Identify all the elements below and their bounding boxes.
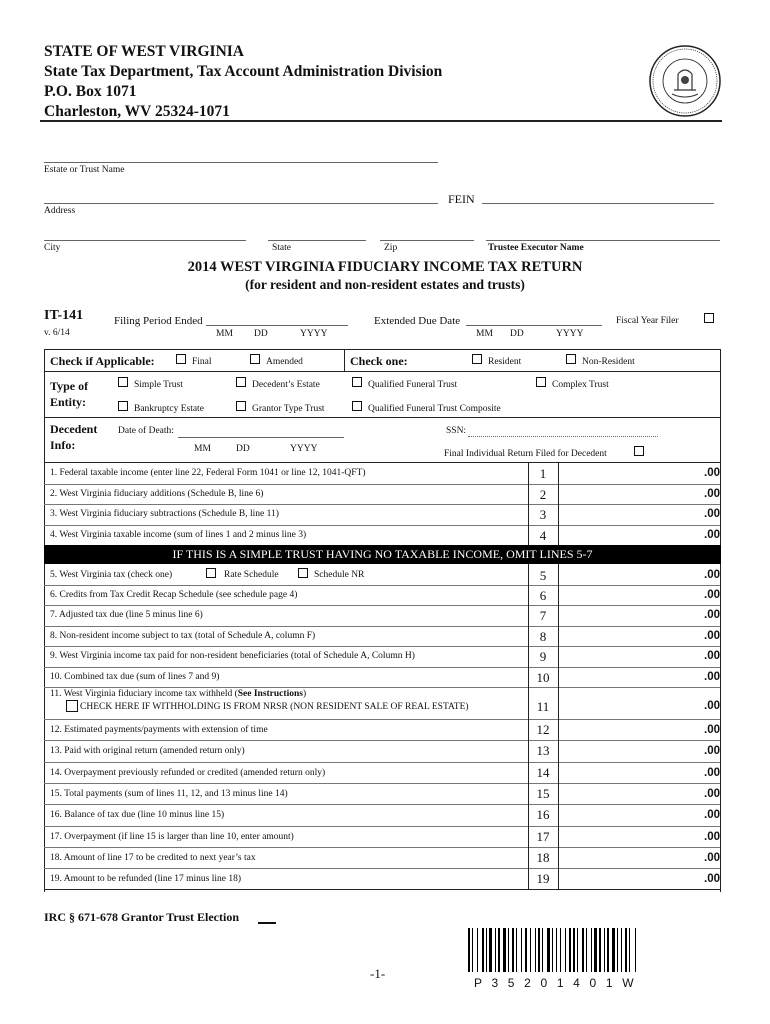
applicable-divider [344, 349, 345, 371]
box-top [44, 349, 720, 350]
line-text: 9. West Virginia income tax paid for non-resident beneficiaries (total of Schedule A, Column H) [50, 651, 415, 661]
row-rule [44, 868, 720, 869]
barcode-bar [489, 928, 492, 972]
rule-decedent [44, 462, 720, 463]
barcode-bar [612, 928, 615, 972]
nonresident-checkbox[interactable] [566, 354, 576, 364]
irc-label: IRC § 671-678 Grantor Trust Election [44, 910, 239, 924]
line-amount[interactable]: .00 [704, 787, 720, 800]
barcode-bar [482, 928, 484, 972]
line-text: 14. Overpayment previously refunded or credited (amended return only) [50, 767, 326, 778]
filing-period-label: Filing Period Ended [114, 315, 203, 327]
row-rule [44, 646, 720, 647]
line-text [50, 689, 306, 699]
barcode-bar [498, 928, 500, 972]
line-text: 1. Federal taxable income (enter line 22, Federal Form 1041 or line 12, 1041-QFT) [50, 468, 366, 478]
line11-end: ) [302, 689, 307, 699]
schedule-nr-checkbox[interactable] [298, 568, 308, 578]
trustee-label: Trustee Executor Name [488, 243, 584, 253]
barcode-bar [503, 928, 506, 972]
barcode-bar [477, 928, 478, 972]
line-amount[interactable]: .00 [704, 650, 720, 662]
line-text: 3. West Virginia fiduciary subtractions (Schedule B, line 11) [50, 509, 279, 519]
amended-label: Amended [266, 357, 303, 367]
filing-dd: DD [254, 329, 268, 339]
row-rule [44, 847, 720, 848]
dod-yyyy: YYYY [290, 444, 318, 454]
irc-field[interactable] [258, 922, 276, 924]
barcode-bar [582, 928, 584, 972]
row-rule [44, 783, 720, 784]
decedent-estate-label: Decedent’s Estate [252, 380, 320, 390]
row-rule [44, 826, 720, 827]
row-rule [44, 605, 720, 606]
fein-field[interactable] [482, 203, 714, 204]
header-rule [40, 120, 722, 122]
line-text: 7. Adjusted tax due (line 5 minus line 6) [50, 610, 203, 620]
line-number: 17 [536, 828, 550, 844]
line-text: 8. Non-resident income subject to tax (total of Schedule A, column F) [50, 630, 316, 641]
estate-name-field[interactable] [44, 162, 438, 163]
row-rule [44, 667, 720, 668]
line-number: 6 [539, 587, 547, 603]
barcode-bar [552, 928, 553, 972]
line-number: 4 [539, 527, 547, 543]
num-col-left [528, 564, 529, 889]
bankruptcy-label: Bankruptcy Estate [134, 404, 204, 414]
barcode-bar [521, 928, 522, 972]
city-label: City [44, 243, 61, 253]
barcode-bar [599, 928, 601, 972]
line-text: 2. West Virginia fiduciary additions (Schedule B, line 6) [50, 488, 264, 499]
entity-label-1: Type of [50, 379, 89, 393]
resident-label: Resident [488, 357, 522, 367]
qft-label: Qualified Funeral Trust [368, 380, 458, 390]
box-right [720, 349, 721, 892]
decedent-label-2: Info: [50, 438, 76, 452]
barcode-bar [556, 928, 557, 972]
line-number: 9 [539, 649, 547, 664]
header-line-1: STATE OF WEST VIRGINIA [44, 43, 244, 60]
line-number: 15 [536, 785, 550, 801]
line-text: 13. Paid with original return (amended return only) [50, 746, 245, 757]
barcode-bar [621, 928, 622, 972]
header-line-3: P.O. Box 1071 [44, 83, 137, 100]
city-field[interactable] [44, 240, 246, 241]
line11-bold: See Instructions [237, 689, 303, 699]
qft-composite-checkbox[interactable] [352, 401, 362, 411]
state-label: State [272, 243, 291, 253]
row-rule [44, 740, 720, 741]
line-number: 19 [536, 871, 550, 887]
line-text: 19. Amount to be refunded (line 17 minus line 18) [50, 874, 242, 885]
line-amount[interactable]: .00 [704, 809, 720, 822]
final-return-checkbox[interactable] [634, 446, 644, 456]
line-amount[interactable]: .00 [704, 700, 720, 712]
line-text: 16. Balance of tax due (line 10 minus line 15) [50, 810, 225, 821]
barcode-bar [573, 928, 575, 972]
qft-composite-label: Qualified Funeral Trust Composite [368, 404, 501, 414]
line-number: 12 [536, 722, 550, 737]
barcode-bar [525, 928, 527, 972]
line-number: 14 [536, 764, 550, 780]
barcode-bar [508, 928, 509, 972]
barcode-bar [617, 928, 618, 972]
barcode-bar [472, 928, 473, 972]
rate-schedule-label: Rate Schedule [224, 570, 279, 580]
filing-period-field[interactable] [206, 325, 348, 326]
barcode-bar [516, 928, 517, 972]
rule-applicable [44, 371, 720, 372]
dod-dd: DD [236, 444, 250, 454]
row-rule [44, 484, 720, 485]
num-col-left [528, 463, 529, 545]
line-number: 2 [539, 486, 547, 502]
final-return-label: Final Individual Return Filed for Decedent [444, 449, 607, 459]
resident-checkbox[interactable] [472, 354, 482, 364]
decedent-label-1: Decedent [50, 422, 98, 436]
line-amount[interactable]: .00 [704, 851, 720, 864]
form-id: IT-141 [44, 308, 84, 323]
line-number: 3 [539, 507, 547, 522]
barcode-bar [542, 928, 543, 972]
row-rule [44, 889, 720, 890]
line-text: 10. Combined tax due (sum of lines 7 and 9) [50, 671, 220, 682]
extended-mm: MM [476, 329, 493, 339]
extended-due-label: Extended Due Date [374, 315, 461, 327]
line11-text: 11. West Virginia fiduciary income tax withheld ( [50, 689, 238, 699]
barcode-bar [538, 928, 540, 972]
extended-dd: DD [510, 329, 524, 339]
line-number: 10 [536, 669, 550, 685]
line-amount[interactable]: .00 [704, 873, 720, 886]
barcode-text: P 3 5 2 0 1 4 0 1 W [474, 976, 635, 990]
line-number: 18 [536, 849, 550, 865]
line-amount[interactable]: .00 [704, 609, 720, 621]
nrsr-label: CHECK HERE IF WITHHOLDING IS FROM NRSR (NON RESIDENT SALE OF REAL ESTATE) [80, 702, 469, 712]
barcode-bar [495, 928, 496, 972]
line-text: 4. West Virginia taxable income (sum of lines 1 and 2 minus line 3) [50, 529, 307, 540]
line-amount[interactable]: .00 [704, 766, 720, 779]
row-rule [44, 525, 720, 526]
final-checkbox[interactable] [176, 354, 186, 364]
state-field[interactable] [268, 240, 366, 241]
line-amount[interactable]: .00 [704, 670, 720, 683]
line-number: 11 [536, 699, 550, 714]
line-amount[interactable]: .00 [704, 528, 720, 541]
line-amount[interactable]: .00 [704, 588, 720, 601]
barcode-bar [635, 928, 636, 972]
grantor-label: Grantor Type Trust [252, 404, 325, 414]
box-left [44, 349, 45, 892]
form-title: 2014 WEST VIRGINIA FIDUCIARY INCOME TAX RETURN [187, 259, 583, 275]
address-field[interactable] [44, 203, 438, 204]
line-amount[interactable]: .00 [704, 724, 720, 736]
line-text: 5. West Virginia tax (check one) [50, 570, 173, 580]
qft-checkbox[interactable] [352, 377, 362, 387]
barcode-bar [594, 928, 597, 972]
ssn-field[interactable] [468, 436, 658, 437]
line-number: 13 [536, 743, 550, 759]
trustee-field[interactable] [486, 240, 720, 241]
date-of-death-field[interactable] [178, 437, 344, 438]
line-amount[interactable]: .00 [704, 830, 720, 843]
grantor-checkbox[interactable] [236, 401, 246, 411]
dod-mm: MM [194, 444, 211, 454]
check-one-label: Check one: [350, 354, 408, 368]
line-amount[interactable]: .00 [704, 467, 720, 479]
decedent-label [50, 421, 97, 453]
estate-name-label: Estate or Trust Name [44, 165, 125, 175]
row-rule [44, 687, 720, 688]
barcode-bar [577, 928, 578, 972]
row-rule [44, 585, 720, 586]
zip-label: Zip [384, 243, 398, 253]
address-label: Address [44, 206, 76, 216]
barcode-bar [530, 928, 531, 972]
extended-due-field[interactable] [466, 325, 602, 326]
barcode-bar [569, 928, 571, 972]
barcode-bar [565, 928, 566, 972]
header-line-4: Charleston, WV 25324-1071 [44, 103, 230, 120]
fiscal-year-label: Fiscal Year Filer [616, 316, 679, 326]
extended-yyyy: YYYY [556, 329, 584, 339]
line-text: 12. Estimated payments/payments with extension of time [50, 725, 268, 735]
rule-entity [44, 417, 720, 418]
zip-field[interactable] [380, 240, 474, 241]
rate-schedule-checkbox[interactable] [206, 568, 216, 578]
simple-trust-checkbox[interactable] [118, 377, 128, 387]
header-line-2: State Tax Department, Tax Account Administration Division [44, 63, 443, 80]
nonresident-label: Non-Resident [582, 357, 635, 367]
entity-label [50, 378, 88, 410]
row-rule [44, 626, 720, 627]
final-label: Final [192, 357, 212, 367]
fiscal-year-checkbox[interactable] [704, 313, 714, 323]
filing-mm: MM [216, 329, 233, 339]
line-amount[interactable]: .00 [704, 487, 720, 500]
complex-trust-checkbox[interactable] [536, 377, 546, 387]
barcode-bar [591, 928, 592, 972]
num-col-right [558, 463, 559, 545]
decedent-estate-checkbox[interactable] [236, 377, 246, 387]
complex-trust-label: Complex Trust [552, 380, 609, 390]
line-number: 5 [539, 568, 547, 583]
ssn-label: SSN: [446, 426, 467, 436]
barcode-bar [535, 928, 536, 972]
simple-trust-label: Simple Trust [134, 380, 183, 390]
line-text: 18. Amount of line 17 to be credited to next year’s tax [50, 852, 256, 863]
bankruptcy-checkbox[interactable] [118, 401, 128, 411]
barcode-bar [468, 928, 470, 972]
line-number: 1 [539, 466, 547, 481]
barcode-bar [604, 928, 605, 972]
line-amount[interactable]: .00 [704, 569, 720, 581]
row-rule [44, 804, 720, 805]
row-rule [44, 762, 720, 763]
line-amount[interactable]: .00 [704, 745, 720, 758]
applicable-label: Check if Applicable: [50, 354, 155, 368]
barcode-bar [629, 928, 630, 972]
form-subtitle: (for resident and non-resident estates and trusts) [245, 277, 525, 292]
line-number: 16 [536, 807, 550, 823]
entity-label-2: Entity: [50, 395, 86, 409]
line-text: 15. Total payments (sum of lines 11, 12, and 13 minus line 14) [50, 788, 288, 799]
date-of-death-label: Date of Death: [118, 426, 174, 436]
line-text: 17. Overpayment (if line 15 is larger than line 10, enter amount) [50, 831, 294, 842]
nrsr-checkbox[interactable] [66, 700, 78, 712]
row-rule [44, 719, 720, 720]
barcode-bar [607, 928, 609, 972]
barcode-bar [560, 928, 561, 972]
barcode-bar [547, 928, 550, 972]
line-number: 8 [539, 628, 547, 644]
num-col-right [558, 564, 559, 889]
barcode-bar [625, 928, 627, 972]
state-seal [648, 44, 722, 118]
amended-checkbox[interactable] [250, 354, 260, 364]
barcode-bar [512, 928, 514, 972]
line-text: 6. Credits from Tax Credit Recap Schedule (see schedule page 4) [50, 589, 298, 600]
banner-text: IF THIS IS A SIMPLE TRUST HAVING NO TAXABLE INCOME, OMIT LINES 5-7 [172, 547, 593, 561]
barcode [468, 928, 718, 972]
fein-label: FEIN [448, 192, 475, 206]
form-version: v. 6/14 [44, 328, 70, 338]
line-amount[interactable]: .00 [704, 508, 720, 520]
line-number: 7 [539, 608, 547, 623]
filing-yyyy: YYYY [300, 329, 328, 339]
row-rule [44, 504, 720, 505]
line-amount[interactable]: .00 [704, 629, 720, 642]
page-number: -1- [370, 966, 386, 981]
barcode-bar [586, 928, 587, 972]
barcode-bar [486, 928, 487, 972]
schedule-nr-label: Schedule NR [314, 570, 365, 580]
